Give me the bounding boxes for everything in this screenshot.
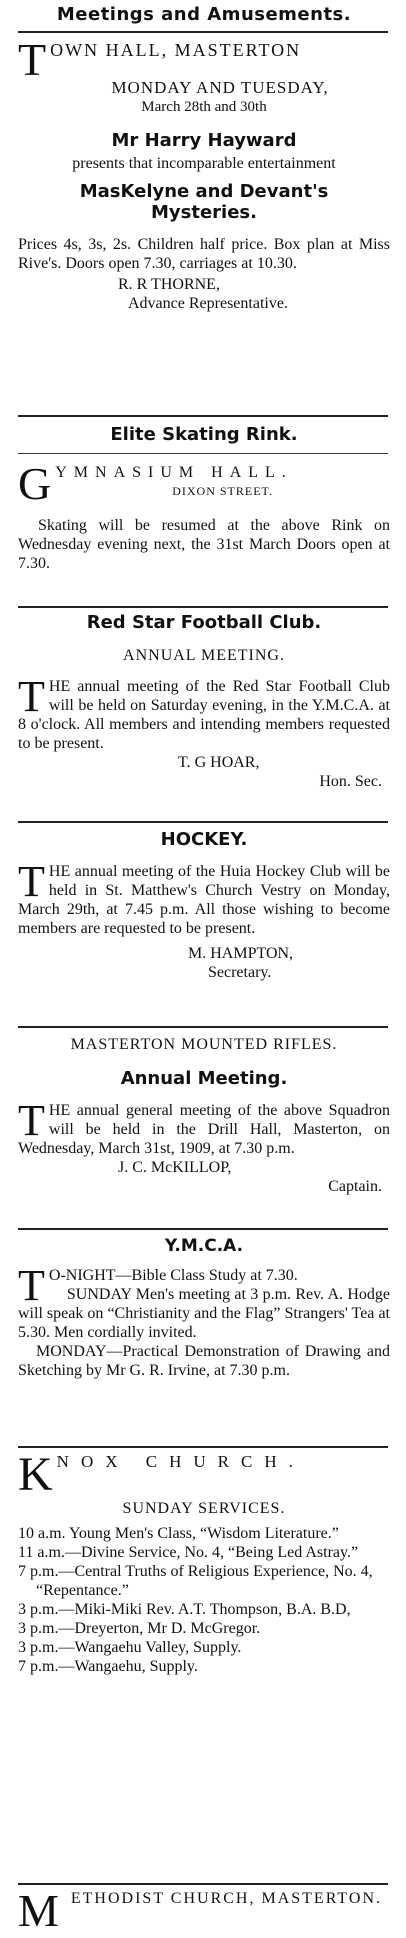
show-dates: March 28th and 30th xyxy=(141,99,267,115)
divider xyxy=(18,1026,388,1028)
methodist-church-ad xyxy=(18,1885,390,1936)
hockey-ad xyxy=(18,829,390,982)
ymca-title: Y.M.C.A. xyxy=(164,1236,244,1256)
divider xyxy=(18,415,388,417)
signature-name: T. G HOAR, xyxy=(178,754,260,771)
church-heading: ETHODIST CHURCH, MASTERTON. xyxy=(70,1890,383,1907)
rifles-ad xyxy=(18,1036,390,1196)
hockey-body: HE annual meeting of the Huia Hockey Club will be held in St. Matthew's Church Vestry on Monday, March 29th, at 7.45 p.m. All those wishing to become members are requested to be present. xyxy=(18,863,390,937)
rifles-subtitle: Annual Meeting. xyxy=(120,1068,288,1089)
dropcap: T xyxy=(18,1261,45,1310)
ymca-monday: MONDAY—Practical Demonstration of Drawing and Sketching by Mr G. R. Irvine, at 7.30 p.m. xyxy=(18,1343,390,1379)
show-details: Prices 4s, 3s, 2s. Children half price. Box plan at Miss Rive's. Doors open 7.30, carriages at 10.30. xyxy=(18,236,390,272)
venue-heading: YMNASIUM HALL. xyxy=(55,464,293,481)
service-item: 7 p.m.—Wangaehu, Supply. xyxy=(18,1658,198,1675)
hockey-title: HOCKEY. xyxy=(160,829,248,850)
dropcap: T xyxy=(18,34,47,85)
presents-text: presents that incomparable entertainment xyxy=(72,155,336,172)
service-item: 3 p.m.—Dreyerton, Mr D. McGregor. xyxy=(18,1620,261,1637)
presenter-name: Mr Harry Hayward xyxy=(111,130,297,151)
football-body: HE annual meeting of the Red Star Football Club will be held on Saturday evening, in the Y.M.C.A. at 8 o'clock. All members and intending members requested to be present. xyxy=(18,678,390,752)
service-item: 7 p.m.—Central Truths of Religious Experience, No. 4, “Repentance.” xyxy=(18,1563,373,1599)
skating-ad xyxy=(18,424,390,573)
signature-title: Captain. xyxy=(328,1178,382,1195)
dropcap: G xyxy=(18,458,52,509)
ymca-sunday: SUNDAY Men's meeting at 3 p.m. Rev. A. Hodge will speak on “Christianity and the Flag” Strangers' Tea at 5.30. Men cordially invited. xyxy=(18,1286,390,1341)
divider xyxy=(18,453,388,454)
divider xyxy=(18,821,388,823)
town-hall-ad xyxy=(18,34,390,313)
church-heading: NOX CHURCH. xyxy=(56,1452,305,1471)
service-item: 10 a.m. Young Men's Class, “Wisdom Literature.” xyxy=(18,1525,339,1542)
dropcap: K xyxy=(18,1448,53,1501)
divider xyxy=(18,606,388,608)
divider xyxy=(18,31,388,33)
venue-street: DIXON STREET. xyxy=(172,484,273,498)
divider xyxy=(18,1228,388,1230)
service-list xyxy=(18,1524,390,1676)
signature-title: Secretary. xyxy=(208,964,272,981)
agent-name: R. R THORNE, xyxy=(118,276,220,293)
show-days: MONDAY AND TUESDAY, xyxy=(111,78,329,97)
masthead: Meetings and Amusements. xyxy=(56,4,352,25)
service-item: 3 p.m.—Wangaehu Valley, Supply. xyxy=(18,1639,242,1656)
venue-heading: OWN HALL, MASTERTON xyxy=(50,40,302,60)
divider xyxy=(18,1446,388,1448)
skating-title: Elite Skating Rink. xyxy=(110,424,298,445)
dropcap: T xyxy=(18,857,45,906)
service-item: 11 a.m.—Divine Service, No. 4, “Being Led Astray.” xyxy=(18,1544,359,1561)
divider xyxy=(18,1883,388,1885)
ymca-ad xyxy=(18,1236,390,1380)
football-ad xyxy=(18,612,390,791)
rifles-body: HE annual general meeting of the above Squadron will be held in the Drill Hall, Masterton, on Wednesday, March 31st, 1909, at 7.30 p.m. xyxy=(18,1102,390,1157)
signature-name: M. HAMPTON, xyxy=(188,945,294,962)
knox-church-ad xyxy=(18,1448,390,1676)
knox-subtitle: SUNDAY SERVICES. xyxy=(122,1500,286,1517)
signature-name: J. C. McKILLOP, xyxy=(118,1159,232,1176)
agent-title: Advance Representative. xyxy=(128,295,288,312)
dropcap: M xyxy=(18,1885,59,1936)
football-title: Red Star Football Club. xyxy=(86,612,322,633)
dropcap: T xyxy=(18,1096,45,1145)
dropcap: T xyxy=(18,672,45,721)
service-item: 3 p.m.—Miki-Miki Rev. A.T. Thompson, B.A. B.D, xyxy=(18,1601,351,1618)
skating-body: Skating will be resumed at the above Rink on Wednesday evening next, the 31st March Doors open at 7.30. xyxy=(18,517,390,572)
football-subtitle: ANNUAL MEETING. xyxy=(123,647,285,664)
show-title: MasKelyne and Devant's Mysteries. xyxy=(79,181,329,223)
signature-title: Hon. Sec. xyxy=(319,773,382,790)
ymca-tonight: O-NIGHT—Bible Class Study at 7.30. xyxy=(48,1267,298,1284)
rifles-title: MASTERTON MOUNTED RIFLES. xyxy=(70,1036,338,1053)
